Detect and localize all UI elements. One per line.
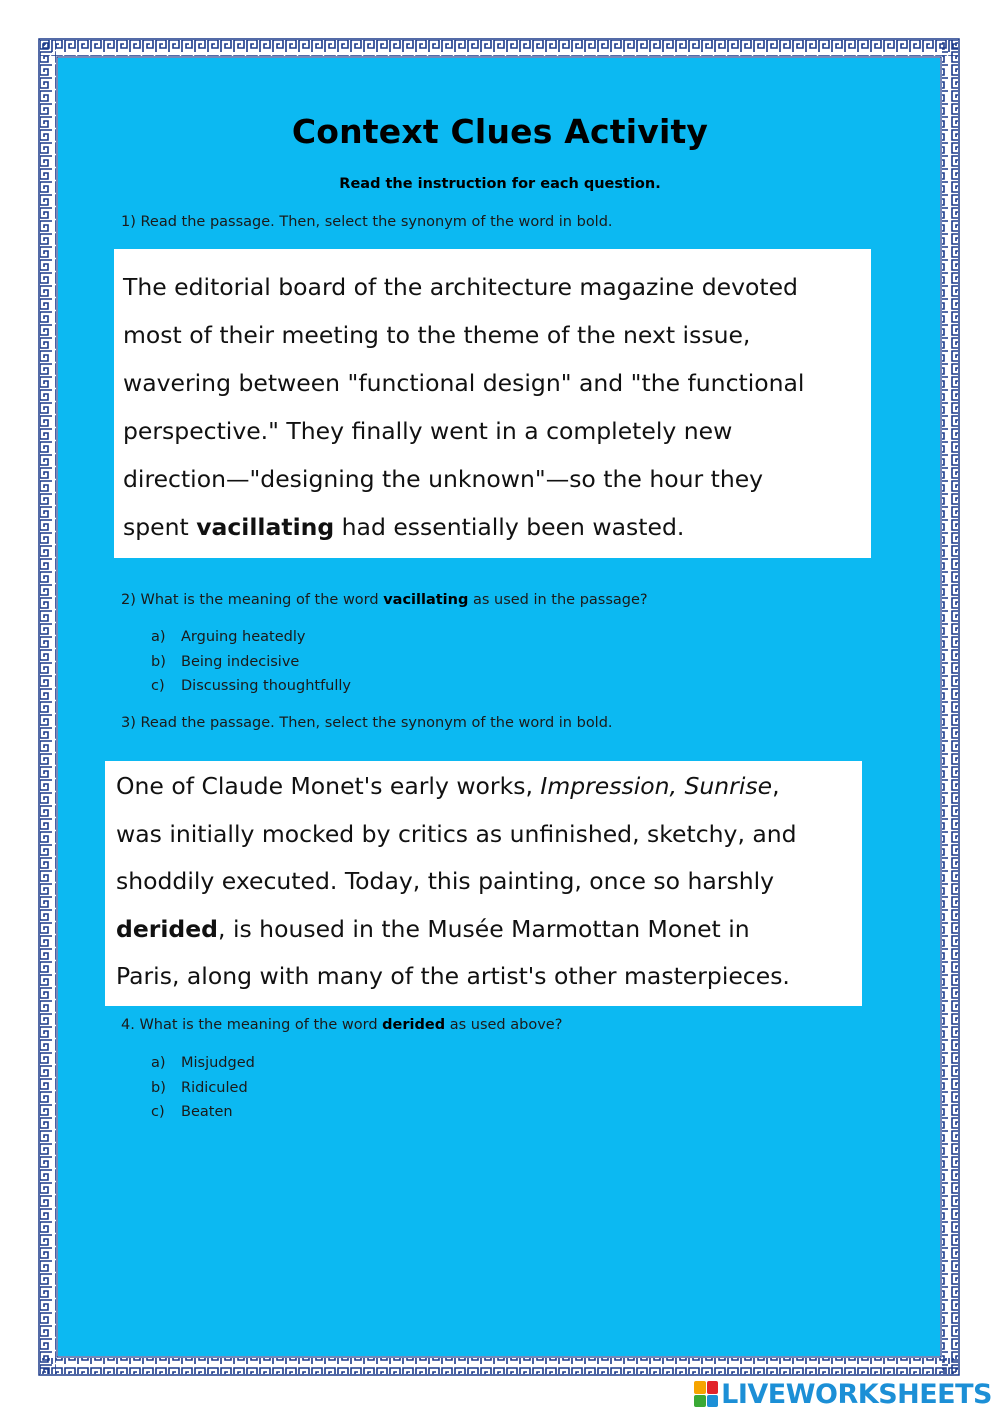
passage-1-line: direction—"designing the unknown"—so the hour they <box>123 465 764 493</box>
passage-2-line <box>116 906 862 954</box>
option-text: Arguing heatedly <box>181 629 306 645</box>
question-2-text: as used in the passage? <box>468 592 648 608</box>
option-letter: c) <box>151 678 165 694</box>
question-1-prompt: 1) Read the passage. Then, select the synonym of the word in bold. <box>121 214 613 230</box>
option-letter: a) <box>151 1055 166 1071</box>
passage-1 <box>114 249 871 558</box>
option-text: Discussing thoughtfully <box>181 678 351 694</box>
bold-word-vacillating: vacillating <box>196 513 335 541</box>
passage-2 <box>105 761 862 1006</box>
option-letter: c) <box>151 1104 165 1120</box>
passage-1-line: wavering between "functional design" and "the functional <box>123 369 805 397</box>
passage-2-line: was initially mocked by critics as unfinished, sketchy, and <box>116 819 797 848</box>
option-item[interactable] <box>151 678 351 703</box>
option-text: Beaten <box>181 1104 233 1120</box>
option-text: Being indecisive <box>181 653 300 670</box>
worksheet-subtitle: Read the instruction for each question. <box>339 176 661 192</box>
option-text: Misjudged <box>181 1055 255 1071</box>
passage-2-text: , <box>772 772 780 800</box>
question-4-options <box>151 1055 255 1129</box>
passage-2-text: One of Claude Monet's early works, <box>116 772 541 800</box>
question-2-bold-word: vacillating <box>383 592 469 608</box>
worksheet-title: Context Clues Activity <box>291 112 709 151</box>
artwork-title: Impression, Sunrise <box>540 772 773 800</box>
passage-2-line: shoddily executed. Today, this painting, once so harshly <box>116 867 775 895</box>
option-item[interactable] <box>151 1080 255 1105</box>
passage-1-text: had essentially been wasted. <box>334 513 685 541</box>
option-item[interactable] <box>151 1104 255 1129</box>
passage-1-text: spent <box>123 513 197 541</box>
question-4-text: 4. What is the meaning of the word <box>121 1017 383 1033</box>
question-4-text: as used above? <box>445 1017 563 1033</box>
logo-text: LIVEWORKSHEETS <box>721 1378 992 1410</box>
bold-word-derided: derided <box>116 914 218 943</box>
option-item[interactable] <box>151 1055 255 1080</box>
question-4-bold-word: derided <box>382 1017 446 1033</box>
question-2-prompt <box>121 592 648 608</box>
option-letter: b) <box>151 653 166 670</box>
passage-1-line: perspective." They finally went in a completely new <box>123 417 733 445</box>
logo-mark-icon <box>694 1381 718 1407</box>
passage-1-line: The editorial board of the architecture magazine devoted <box>123 273 798 301</box>
question-2-text: 2) What is the meaning of the word <box>121 592 384 608</box>
question-3-prompt: 3) Read the passage. Then, select the synonym of the word in bold. <box>121 715 613 731</box>
question-4-prompt <box>121 1017 562 1033</box>
passage-2-line: Paris, along with many of the artist's other masterpieces. <box>116 962 790 990</box>
question-2-options <box>151 629 351 703</box>
option-item[interactable] <box>151 629 351 654</box>
liveworksheets-logo[interactable] <box>694 1378 992 1410</box>
option-text: Ridiculed <box>181 1079 248 1096</box>
passage-2-text: , is housed in the Musée Marmottan Monet in <box>218 914 750 943</box>
option-letter: a) <box>151 629 166 645</box>
option-letter: b) <box>151 1079 166 1096</box>
option-item[interactable] <box>151 654 351 679</box>
passage-1-line: most of their meeting to the theme of the next issue, <box>123 321 751 349</box>
passage-1-last-line <box>123 503 871 551</box>
passage-2-line <box>116 763 862 811</box>
